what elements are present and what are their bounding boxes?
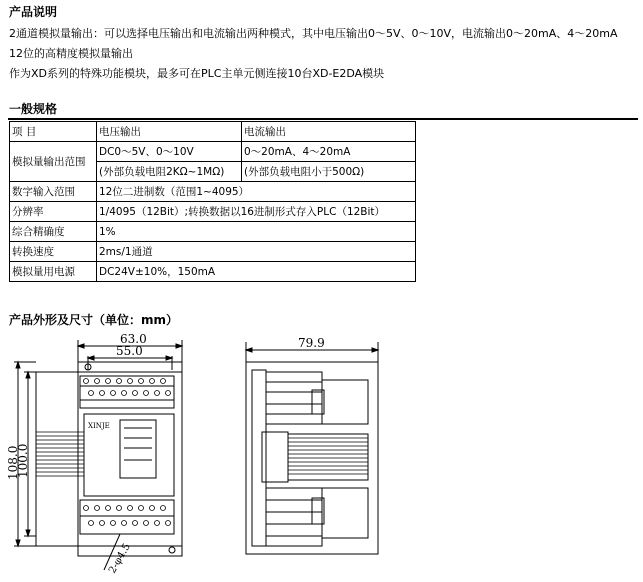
analog-voltage-load: (外部负载电阻2KΩ~1MΩ) [97,162,242,182]
analog-current: 0～20mA、4～20mA [242,142,416,162]
intro-line-1: 2通道模拟量输出：可以选择电压输出和电流输出两种模式，其中电压输出0～5V、0～10V，电流输出0～20mA、4～20mA [9,27,618,40]
header-voltage: 电压输出 [97,122,242,142]
side-view [246,336,378,554]
analog-voltage: DC0～5V、0～10V [97,142,242,162]
hole-label: 2-φ4.5 [107,541,133,576]
row-label: 分辨率 [10,202,97,222]
table-row [10,202,416,222]
analog-label: 模拟量输出范围 [10,142,97,182]
header-item: 项 目 [10,122,97,142]
depth-label: 79.9 [298,336,325,350]
row-value: 12位二进制数（范围1~4095） [97,182,416,202]
intro-heading: 产品说明 [9,5,58,19]
dimension-drawing [0,320,643,582]
row-label: 转换速度 [10,242,97,262]
table-row [10,242,416,262]
row-label: 综合精确度 [10,222,97,242]
row-value: 2ms/1通道 [97,242,416,262]
intro-line-2: 12位的高精度模拟量输出 [9,47,133,60]
table-row [10,222,416,242]
row-label: 模拟量用电源 [10,262,97,282]
table-row [10,182,416,202]
row-value: 1% [97,222,416,242]
table-row [10,122,416,142]
intro-line-3: 作为XD系列的特殊功能模块，最多可在PLC主单元侧连接10台XD-E2DA模块 [9,67,385,80]
header-current: 电流输出 [242,122,416,142]
row-value: DC24V±10%，150mA [97,262,416,282]
height-outer-label: 108.0 [6,445,20,480]
table-row [10,142,416,162]
row-label: 数字输入范围 [10,182,97,202]
width-outer-label: 63.0 [120,332,147,346]
analog-current-load: (外部负载电阻小于500Ω) [242,162,416,182]
brand-logo: XINJE [88,422,110,430]
table-row [10,262,416,282]
row-value: 1/4095（12Bit）;转换数据以16进制形式存入PLC（12Bit） [97,202,416,222]
width-inner-label: 55.0 [116,344,143,358]
spec-rule [8,118,638,120]
height-inner-label: 100.0 [16,443,30,478]
front-view [6,332,182,576]
spec-table [9,121,416,282]
dims-heading: 产品外形及尺寸（单位：mm） [9,313,179,327]
spec-heading: 一般规格 [9,102,58,116]
